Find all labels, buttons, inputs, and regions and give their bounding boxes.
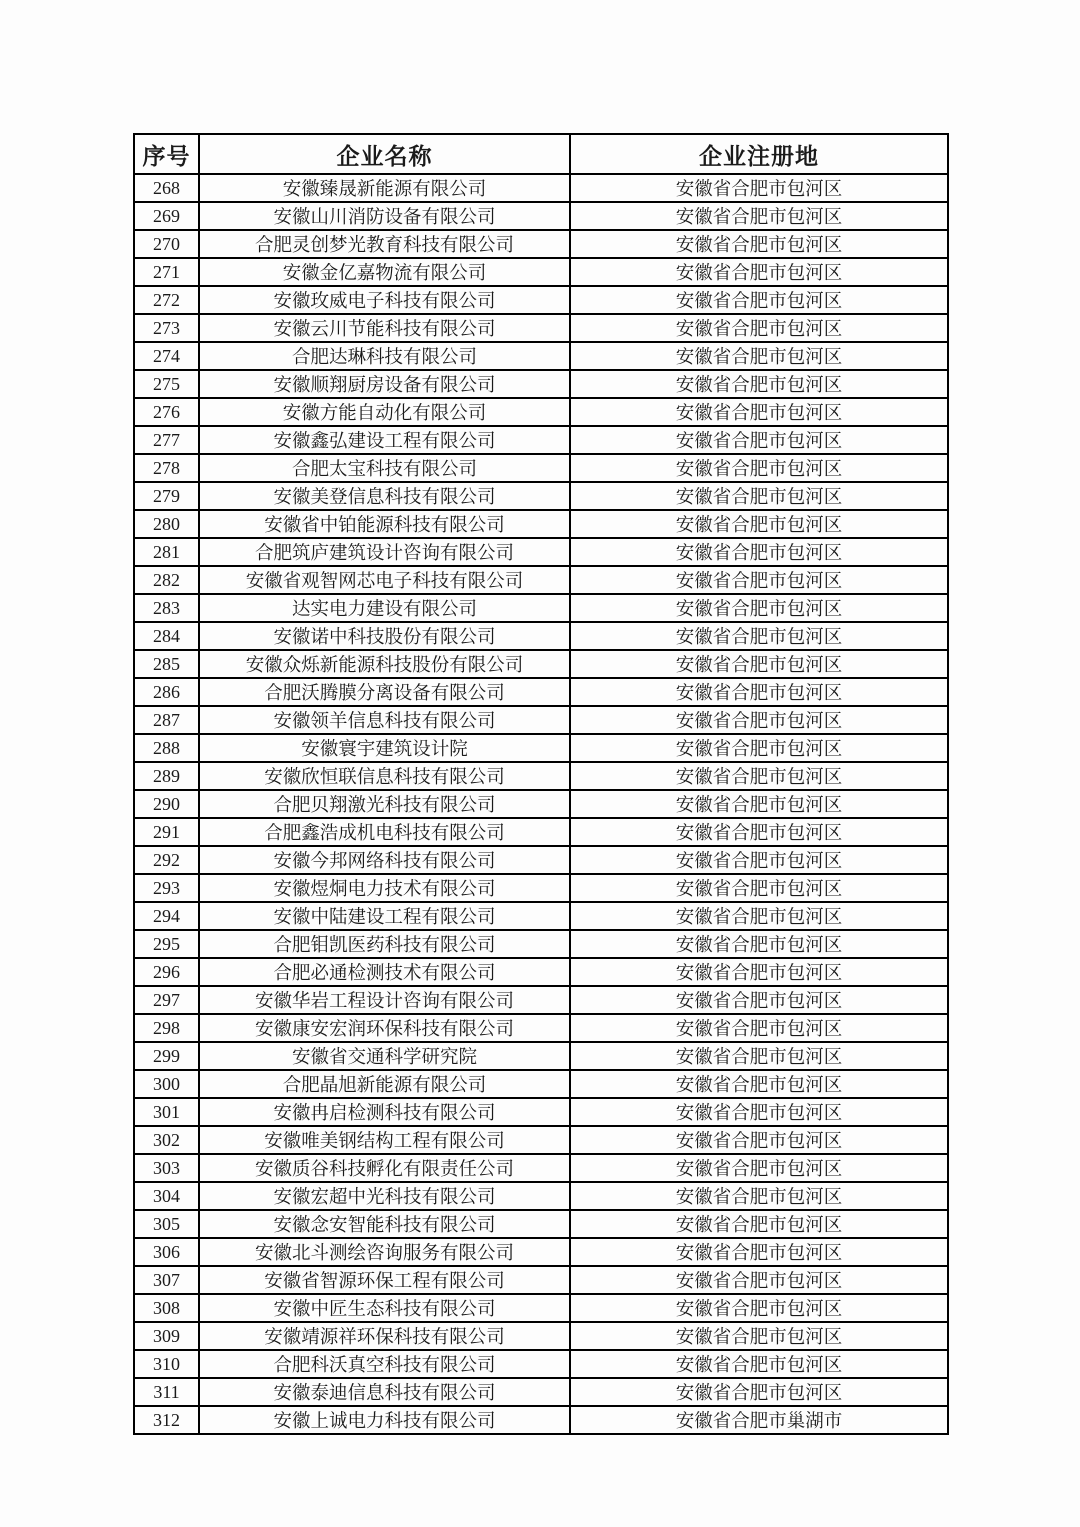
table-row [134, 286, 948, 314]
company-name-cell: 安徽美登信息科技有限公司 [199, 482, 570, 510]
company-name-cell: 安徽山川消防设备有限公司 [199, 202, 570, 230]
serial-number-cell: 275 [134, 370, 199, 398]
serial-number-cell: 299 [134, 1042, 199, 1070]
company-name-cell: 安徽北斗测绘咨询服务有限公司 [199, 1238, 570, 1266]
serial-number-cell: 298 [134, 1014, 199, 1042]
serial-number-cell: 301 [134, 1098, 199, 1126]
company-name-cell: 安徽臻晟新能源有限公司 [199, 174, 570, 202]
registration-place-cell: 安徽省合肥市包河区 [570, 566, 948, 594]
registration-place-cell: 安徽省合肥市包河区 [570, 1378, 948, 1406]
company-name-cell: 安徽玫威电子科技有限公司 [199, 286, 570, 314]
company-name-cell: 合肥达琳科技有限公司 [199, 342, 570, 370]
serial-number-cell: 296 [134, 958, 199, 986]
table-row [134, 510, 948, 538]
company-name-cell: 安徽靖源祥环保科技有限公司 [199, 1322, 570, 1350]
company-name-cell: 合肥鑫浩成机电科技有限公司 [199, 818, 570, 846]
table-body [134, 174, 948, 1434]
registration-place-cell: 安徽省合肥市包河区 [570, 1238, 948, 1266]
header-company-name: 企业名称 [199, 134, 570, 174]
company-name-cell: 安徽质谷科技孵化有限责任公司 [199, 1154, 570, 1182]
registration-place-cell: 安徽省合肥市包河区 [570, 398, 948, 426]
table-row [134, 1406, 948, 1434]
registration-place-cell: 安徽省合肥市包河区 [570, 650, 948, 678]
table-row [134, 482, 948, 510]
company-name-cell: 安徽宏超中光科技有限公司 [199, 1182, 570, 1210]
serial-number-cell: 273 [134, 314, 199, 342]
table-row [134, 874, 948, 902]
registration-place-cell: 安徽省合肥市包河区 [570, 622, 948, 650]
table-row [134, 1266, 948, 1294]
registration-place-cell: 安徽省合肥市包河区 [570, 1014, 948, 1042]
registration-place-cell: 安徽省合肥市包河区 [570, 286, 948, 314]
serial-number-cell: 282 [134, 566, 199, 594]
registration-place-cell: 安徽省合肥市包河区 [570, 1350, 948, 1378]
company-name-cell: 合肥贝翔激光科技有限公司 [199, 790, 570, 818]
serial-number-cell: 293 [134, 874, 199, 902]
serial-number-cell: 288 [134, 734, 199, 762]
registration-place-cell: 安徽省合肥市包河区 [570, 1322, 948, 1350]
registration-place-cell: 安徽省合肥市包河区 [570, 1182, 948, 1210]
registration-place-cell: 安徽省合肥市巢湖市 [570, 1406, 948, 1434]
table-row [134, 622, 948, 650]
serial-number-cell: 287 [134, 706, 199, 734]
table-row [134, 342, 948, 370]
company-registration-table [133, 133, 949, 1435]
serial-number-cell: 280 [134, 510, 199, 538]
table-row [134, 1098, 948, 1126]
table-row [134, 762, 948, 790]
company-name-cell: 安徽华岩工程设计咨询有限公司 [199, 986, 570, 1014]
serial-number-cell: 277 [134, 426, 199, 454]
registration-place-cell: 安徽省合肥市包河区 [570, 1070, 948, 1098]
serial-number-cell: 286 [134, 678, 199, 706]
registration-place-cell: 安徽省合肥市包河区 [570, 314, 948, 342]
table-row [134, 1210, 948, 1238]
company-name-cell: 安徽众烁新能源科技股份有限公司 [199, 650, 570, 678]
company-name-cell: 安徽中匠生态科技有限公司 [199, 1294, 570, 1322]
company-name-cell: 安徽云川节能科技有限公司 [199, 314, 570, 342]
table-row [134, 1294, 948, 1322]
company-name-cell: 安徽省交通科学研究院 [199, 1042, 570, 1070]
registration-place-cell: 安徽省合肥市包河区 [570, 790, 948, 818]
serial-number-cell: 292 [134, 846, 199, 874]
registration-place-cell: 安徽省合肥市包河区 [570, 1294, 948, 1322]
company-name-cell: 安徽领羊信息科技有限公司 [199, 706, 570, 734]
serial-number-cell: 289 [134, 762, 199, 790]
table-row [134, 594, 948, 622]
serial-number-cell: 271 [134, 258, 199, 286]
serial-number-cell: 303 [134, 1154, 199, 1182]
table-row [134, 454, 948, 482]
registration-place-cell: 安徽省合肥市包河区 [570, 258, 948, 286]
registration-place-cell: 安徽省合肥市包河区 [570, 706, 948, 734]
company-name-cell: 安徽今邦网络科技有限公司 [199, 846, 570, 874]
serial-number-cell: 284 [134, 622, 199, 650]
registration-place-cell: 安徽省合肥市包河区 [570, 818, 948, 846]
serial-number-cell: 306 [134, 1238, 199, 1266]
serial-number-cell: 276 [134, 398, 199, 426]
company-name-cell: 合肥筑庐建筑设计咨询有限公司 [199, 538, 570, 566]
registration-place-cell: 安徽省合肥市包河区 [570, 1098, 948, 1126]
company-name-cell: 安徽煜烔电力技术有限公司 [199, 874, 570, 902]
registration-place-cell: 安徽省合肥市包河区 [570, 202, 948, 230]
table-row [134, 734, 948, 762]
serial-number-cell: 274 [134, 342, 199, 370]
serial-number-cell: 281 [134, 538, 199, 566]
serial-number-cell: 309 [134, 1322, 199, 1350]
registration-place-cell: 安徽省合肥市包河区 [570, 678, 948, 706]
serial-number-cell: 291 [134, 818, 199, 846]
serial-number-cell: 300 [134, 1070, 199, 1098]
serial-number-cell: 290 [134, 790, 199, 818]
table-row [134, 1042, 948, 1070]
table-row [134, 426, 948, 454]
registration-place-cell: 安徽省合肥市包河区 [570, 594, 948, 622]
registration-place-cell: 安徽省合肥市包河区 [570, 510, 948, 538]
company-name-cell: 安徽金亿嘉物流有限公司 [199, 258, 570, 286]
registration-place-cell: 安徽省合肥市包河区 [570, 482, 948, 510]
registration-place-cell: 安徽省合肥市包河区 [570, 230, 948, 258]
serial-number-cell: 268 [134, 174, 199, 202]
table-header [134, 134, 948, 174]
serial-number-cell: 269 [134, 202, 199, 230]
table-row [134, 398, 948, 426]
company-name-cell: 安徽省观智网芯电子科技有限公司 [199, 566, 570, 594]
table-row [134, 1070, 948, 1098]
registration-place-cell: 安徽省合肥市包河区 [570, 454, 948, 482]
table-row [134, 790, 948, 818]
serial-number-cell: 270 [134, 230, 199, 258]
serial-number-cell: 285 [134, 650, 199, 678]
company-name-cell: 安徽上诚电力科技有限公司 [199, 1406, 570, 1434]
company-name-cell: 安徽欣恒联信息科技有限公司 [199, 762, 570, 790]
company-name-cell: 合肥沃腾膜分离设备有限公司 [199, 678, 570, 706]
table-row [134, 902, 948, 930]
serial-number-cell: 297 [134, 986, 199, 1014]
table-row [134, 1378, 948, 1406]
table-row [134, 1322, 948, 1350]
table-row [134, 818, 948, 846]
table-row [134, 174, 948, 202]
registration-place-cell: 安徽省合肥市包河区 [570, 1126, 948, 1154]
serial-number-cell: 310 [134, 1350, 199, 1378]
company-name-cell: 合肥科沃真空科技有限公司 [199, 1350, 570, 1378]
company-name-cell: 达实电力建设有限公司 [199, 594, 570, 622]
serial-number-cell: 295 [134, 930, 199, 958]
company-name-cell: 安徽鑫弘建设工程有限公司 [199, 426, 570, 454]
table-row [134, 650, 948, 678]
registration-place-cell: 安徽省合肥市包河区 [570, 874, 948, 902]
company-name-cell: 安徽中陆建设工程有限公司 [199, 902, 570, 930]
registration-place-cell: 安徽省合肥市包河区 [570, 762, 948, 790]
header-registration-place: 企业注册地 [570, 134, 948, 174]
table-row [134, 1350, 948, 1378]
table-row [134, 202, 948, 230]
company-name-cell: 合肥钼凯医药科技有限公司 [199, 930, 570, 958]
company-name-cell: 合肥灵创梦光教育科技有限公司 [199, 230, 570, 258]
serial-number-cell: 312 [134, 1406, 199, 1434]
header-serial-number: 序号 [134, 134, 199, 174]
serial-number-cell: 308 [134, 1294, 199, 1322]
table-row [134, 370, 948, 398]
serial-number-cell: 304 [134, 1182, 199, 1210]
serial-number-cell: 279 [134, 482, 199, 510]
registration-place-cell: 安徽省合肥市包河区 [570, 930, 948, 958]
registration-place-cell: 安徽省合肥市包河区 [570, 1210, 948, 1238]
company-name-cell: 合肥必通检测技术有限公司 [199, 958, 570, 986]
table-row [134, 678, 948, 706]
registration-place-cell: 安徽省合肥市包河区 [570, 1266, 948, 1294]
table-row [134, 1182, 948, 1210]
registration-place-cell: 安徽省合肥市包河区 [570, 370, 948, 398]
serial-number-cell: 302 [134, 1126, 199, 1154]
serial-number-cell: 307 [134, 1266, 199, 1294]
company-name-cell: 安徽省中铂能源科技有限公司 [199, 510, 570, 538]
table-row [134, 1126, 948, 1154]
registration-place-cell: 安徽省合肥市包河区 [570, 902, 948, 930]
serial-number-cell: 294 [134, 902, 199, 930]
registration-place-cell: 安徽省合肥市包河区 [570, 426, 948, 454]
registration-place-cell: 安徽省合肥市包河区 [570, 1042, 948, 1070]
registration-place-cell: 安徽省合肥市包河区 [570, 342, 948, 370]
registration-place-cell: 安徽省合肥市包河区 [570, 734, 948, 762]
registration-place-cell: 安徽省合肥市包河区 [570, 846, 948, 874]
company-name-cell: 安徽方能自动化有限公司 [199, 398, 570, 426]
company-name-cell: 安徽冉启检测科技有限公司 [199, 1098, 570, 1126]
registration-place-cell: 安徽省合肥市包河区 [570, 958, 948, 986]
registration-place-cell: 安徽省合肥市包河区 [570, 538, 948, 566]
table-row [134, 538, 948, 566]
table-row [134, 314, 948, 342]
company-name-cell: 安徽顺翔厨房设备有限公司 [199, 370, 570, 398]
table-row [134, 566, 948, 594]
company-name-cell: 安徽唯美钢结构工程有限公司 [199, 1126, 570, 1154]
registration-place-cell: 安徽省合肥市包河区 [570, 1154, 948, 1182]
serial-number-cell: 305 [134, 1210, 199, 1238]
company-name-cell: 安徽诺中科技股份有限公司 [199, 622, 570, 650]
table-row [134, 706, 948, 734]
serial-number-cell: 283 [134, 594, 199, 622]
company-name-cell: 安徽康安宏润环保科技有限公司 [199, 1014, 570, 1042]
table-row [134, 930, 948, 958]
table-row [134, 258, 948, 286]
table-row [134, 846, 948, 874]
serial-number-cell: 311 [134, 1378, 199, 1406]
company-name-cell: 合肥太宝科技有限公司 [199, 454, 570, 482]
company-name-cell: 安徽寰宇建筑设计院 [199, 734, 570, 762]
table-row [134, 986, 948, 1014]
table-row [134, 230, 948, 258]
serial-number-cell: 278 [134, 454, 199, 482]
company-name-cell: 安徽省智源环保工程有限公司 [199, 1266, 570, 1294]
table-row [134, 958, 948, 986]
company-name-cell: 安徽念安智能科技有限公司 [199, 1210, 570, 1238]
company-name-cell: 合肥晶旭新能源有限公司 [199, 1070, 570, 1098]
serial-number-cell: 272 [134, 286, 199, 314]
header-row [134, 134, 948, 174]
registration-place-cell: 安徽省合肥市包河区 [570, 986, 948, 1014]
registration-place-cell: 安徽省合肥市包河区 [570, 174, 948, 202]
table-row [134, 1238, 948, 1266]
table-row [134, 1014, 948, 1042]
company-name-cell: 安徽泰迪信息科技有限公司 [199, 1378, 570, 1406]
table-row [134, 1154, 948, 1182]
